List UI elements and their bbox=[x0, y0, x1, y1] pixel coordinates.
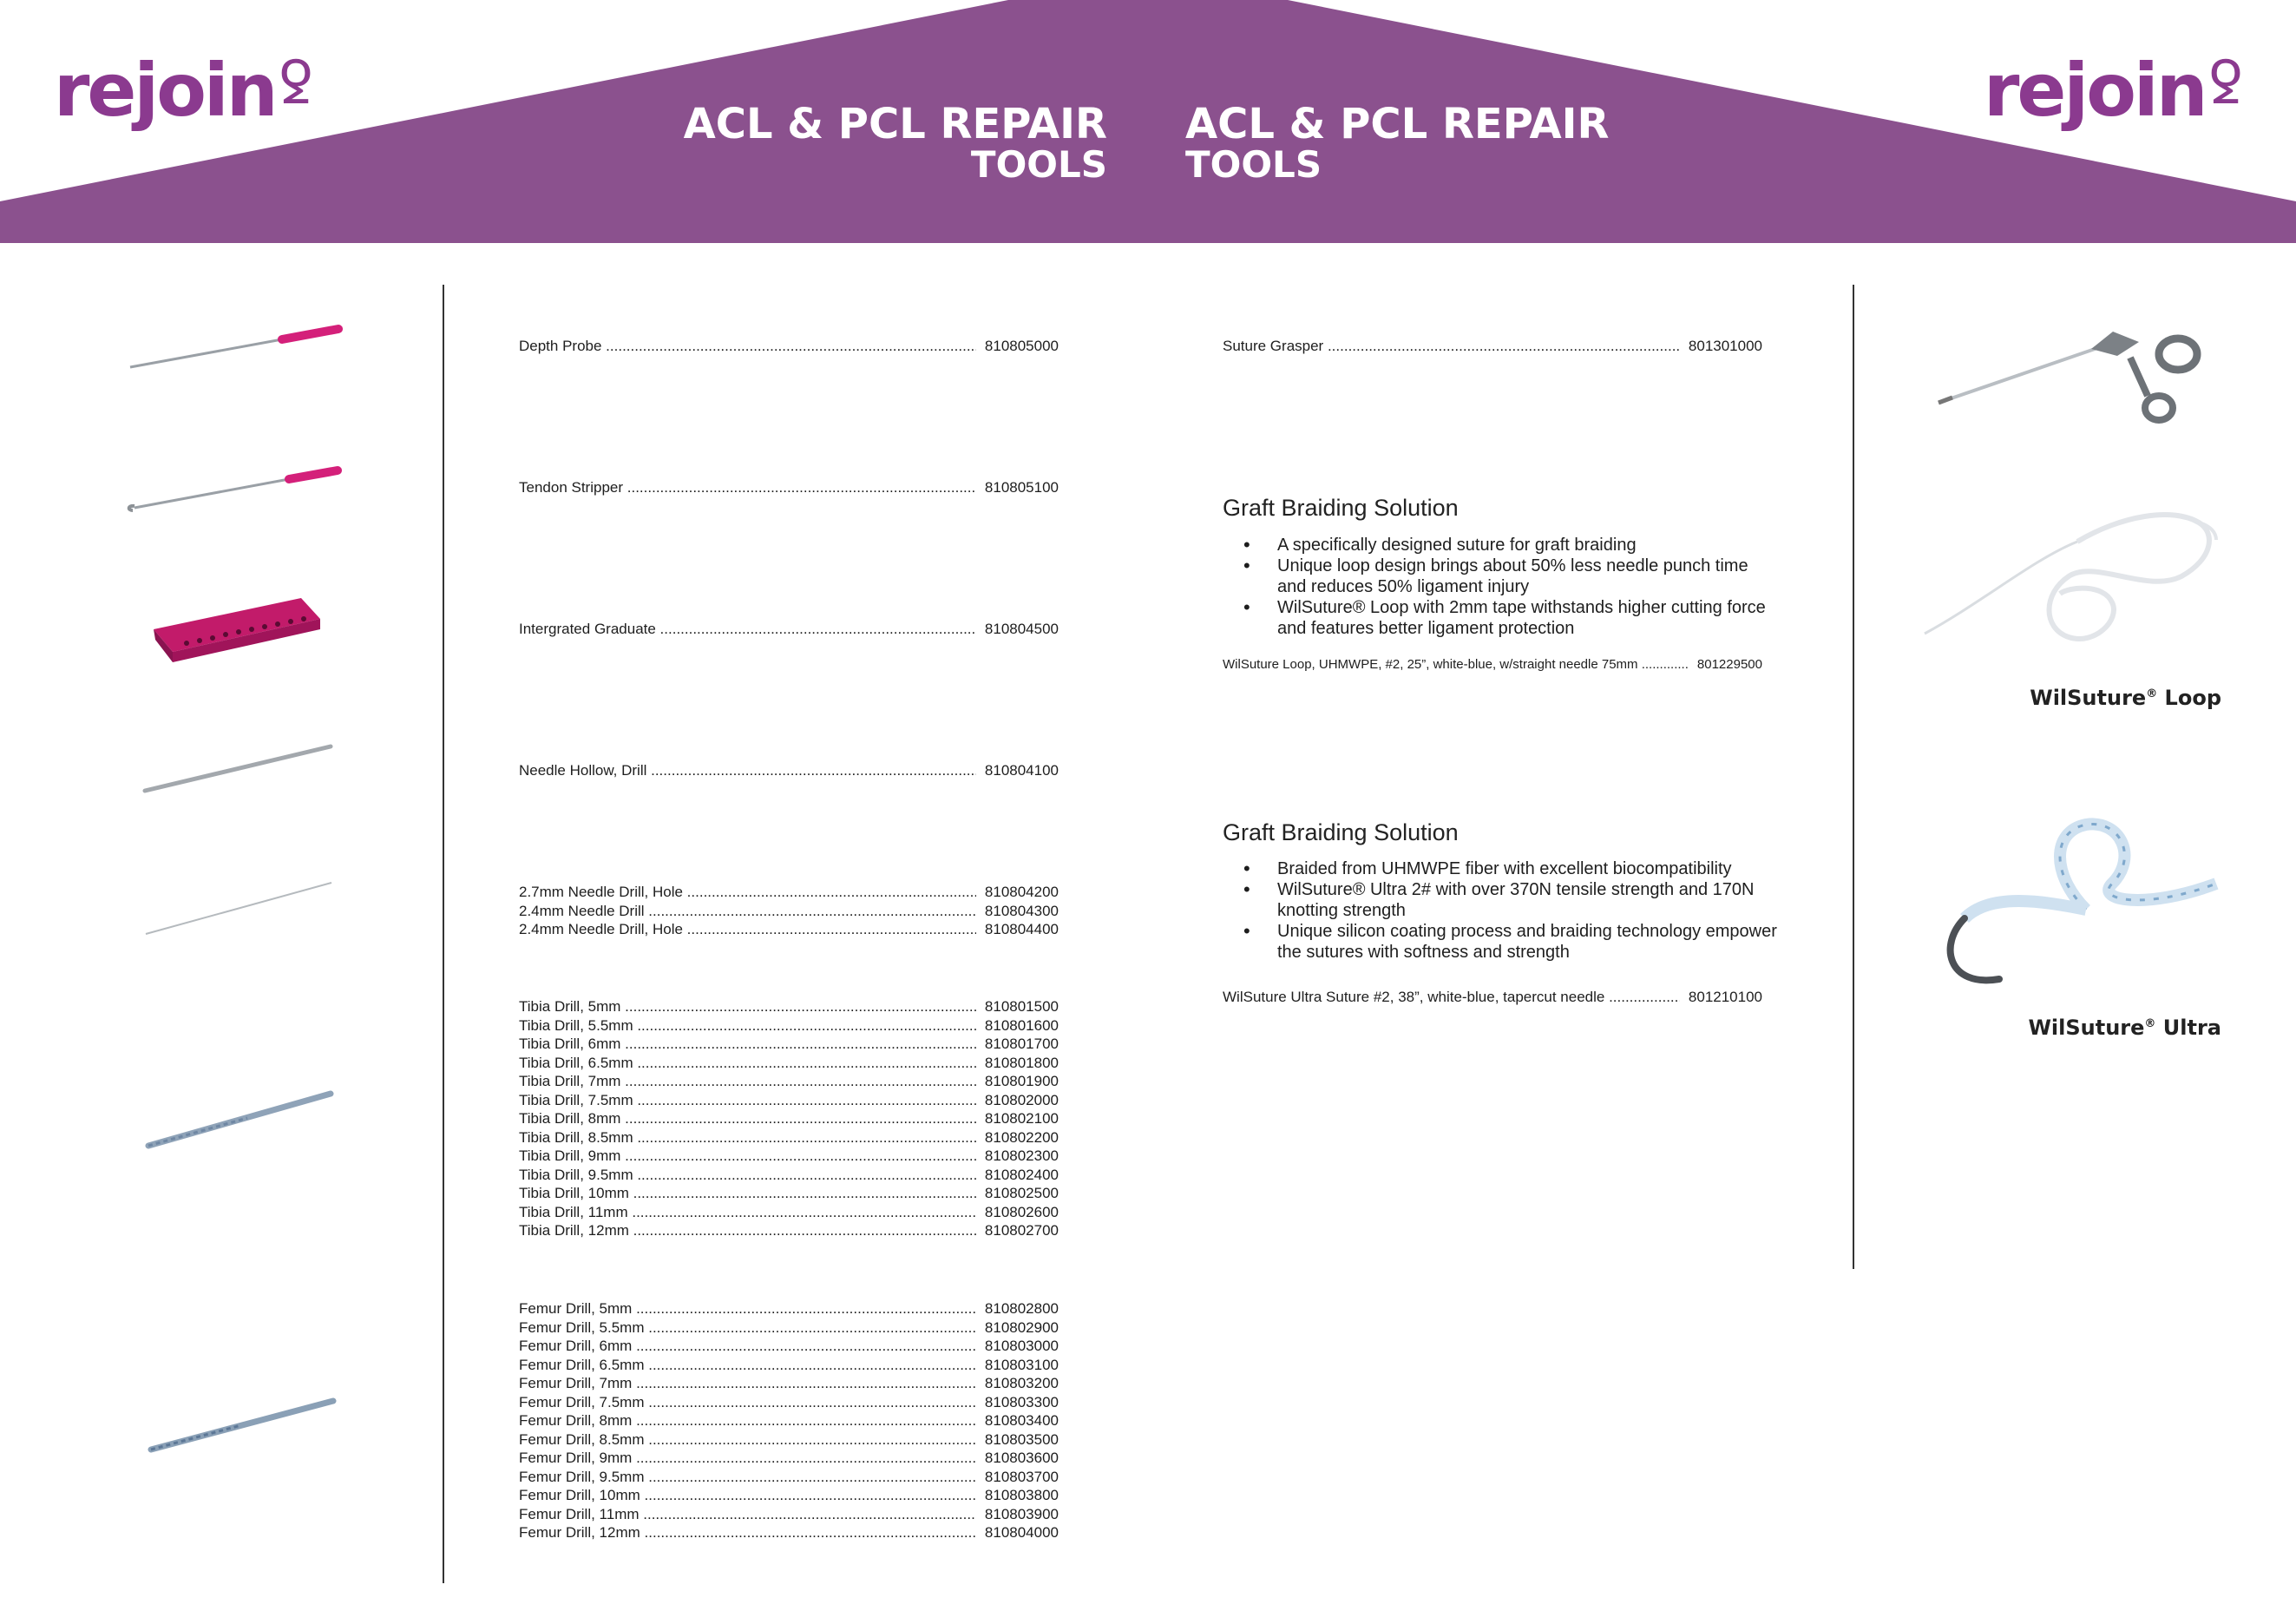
list-item: Tibia Drill, 7mm ..... 810801900 bbox=[519, 1072, 1059, 1091]
list-item: Tibia Drill, 10mm ..... 810802500 bbox=[519, 1184, 1059, 1203]
ultra-item-list bbox=[1223, 988, 1762, 1007]
brand-logo-right: rejoinꝿ bbox=[1984, 48, 2240, 133]
depth-probe-icon bbox=[126, 321, 343, 373]
tendon-stripper-icon bbox=[124, 460, 344, 517]
graduate-block-icon bbox=[152, 595, 325, 666]
list-item: 2.4mm Needle Drill, Hole ..... 810804400 bbox=[519, 920, 1059, 939]
suture-ultra-icon bbox=[1938, 814, 2225, 996]
needle-drill-list bbox=[519, 883, 1059, 939]
suture-grasper-icon bbox=[1935, 323, 2213, 432]
list-item: Femur Drill, 6.5mm ..... 810803100 bbox=[519, 1356, 1059, 1375]
list-item: Needle Hollow, Drill ..... 810804100 bbox=[519, 761, 1059, 780]
list-item: • Unique silicon coating process and braiding technology empower the sutures with softness and strength bbox=[1223, 921, 1778, 963]
list-item: • Braided from UHMWPE fiber with excellent biocompatibility bbox=[1223, 858, 1778, 879]
loop-feature-list bbox=[1223, 535, 1778, 639]
femur-drill-list bbox=[519, 1299, 1059, 1542]
loop-caption: WilSuture® Loop bbox=[2030, 686, 2221, 710]
tibia-drill-icon bbox=[143, 1087, 338, 1153]
header-banner bbox=[0, 0, 2296, 245]
list-item: Tibia Drill, 5mm ..... 810801500 bbox=[519, 997, 1059, 1016]
brand-logo-left: rejoinꝿ bbox=[54, 48, 311, 133]
list-item: Tibia Drill, 8mm ..... 810802100 bbox=[519, 1109, 1059, 1128]
depth-probe-list bbox=[519, 337, 1059, 356]
femur-drill-icon bbox=[146, 1394, 338, 1456]
loop-item-list bbox=[1223, 655, 1762, 674]
page-title-right: ACL & PCL REPAIR TOOLS bbox=[1185, 100, 1610, 187]
list-item: • A specifically designed suture for graft braiding bbox=[1223, 535, 1778, 556]
list-item: Tibia Drill, 6mm ..... 810801700 bbox=[519, 1035, 1059, 1054]
list-item: Suture Grasper ..... 801301000 bbox=[1223, 337, 1762, 356]
list-item: Femur Drill, 5mm ..... 810802800 bbox=[519, 1299, 1059, 1318]
suture-grasper-list bbox=[1223, 337, 1762, 356]
hollow-needle-icon bbox=[141, 742, 334, 796]
tibia-drill-list bbox=[519, 997, 1059, 1240]
divider-right bbox=[1853, 285, 1854, 1269]
brand-mark-icon: ꝿ bbox=[2208, 50, 2240, 117]
list-item: Femur Drill, 9mm ..... 810803600 bbox=[519, 1449, 1059, 1468]
list-item: Femur Drill, 5.5mm ..... 810802900 bbox=[519, 1318, 1059, 1338]
list-item: Femur Drill, 9.5mm ..... 810803700 bbox=[519, 1468, 1059, 1487]
list-item: • WilSuture® Ultra 2# with over 370N tensile strength and 170N knotting strength bbox=[1223, 879, 1778, 921]
list-item: Tibia Drill, 7.5mm ..... 810802000 bbox=[519, 1091, 1059, 1110]
graduate-list bbox=[519, 620, 1059, 639]
list-item: Femur Drill, 12mm ..... 810804000 bbox=[519, 1523, 1059, 1542]
list-item: Tibia Drill, 6.5mm ..... 810801800 bbox=[519, 1054, 1059, 1073]
list-item: Intergrated Graduate ..... 810804500 bbox=[519, 620, 1059, 639]
list-item: Tendon Stripper ..... 810805100 bbox=[519, 478, 1059, 497]
divider-left bbox=[443, 285, 444, 1583]
list-item: Tibia Drill, 11mm ..... 810802600 bbox=[519, 1203, 1059, 1222]
list-item: 2.7mm Needle Drill, Hole ..... 810804200 bbox=[519, 883, 1059, 902]
brand-mark-icon: ꝿ bbox=[279, 50, 311, 117]
list-item: 2.4mm Needle Drill ..... 810804300 bbox=[519, 902, 1059, 921]
list-item: Tibia Drill, 12mm ..... 810802700 bbox=[519, 1221, 1059, 1240]
list-item: • WilSuture® Loop with 2mm tape withstands higher cutting force and features better ligament protection bbox=[1223, 597, 1778, 639]
list-item: Depth Probe ..... 810805000 bbox=[519, 337, 1059, 356]
list-item: Tibia Drill, 5.5mm ..... 810801600 bbox=[519, 1016, 1059, 1036]
ultra-feature-list bbox=[1223, 858, 1778, 963]
list-item: Femur Drill, 11mm ..... 810803900 bbox=[519, 1505, 1059, 1524]
page-title-left: ACL & PCL REPAIR TOOLS bbox=[683, 100, 1107, 187]
list-item: Tibia Drill, 9mm ..... 810802300 bbox=[519, 1147, 1059, 1166]
list-item: Tibia Drill, 8.5mm ..... 810802200 bbox=[519, 1128, 1059, 1147]
list-item: Femur Drill, 8.5mm ..... 810803500 bbox=[519, 1430, 1059, 1450]
suture-loop-icon bbox=[1921, 507, 2225, 646]
ultra-caption: WilSuture® Ultra bbox=[2028, 1016, 2221, 1040]
needle-drill-icon bbox=[142, 878, 335, 939]
list-item: Tibia Drill, 9.5mm ..... 810802400 bbox=[519, 1166, 1059, 1185]
list-item: Femur Drill, 7mm ..... 810803200 bbox=[519, 1374, 1059, 1393]
list-item: WilSuture Loop, UHMWPE, #2, 25”, white-blue, w/straight needle 75mm ..... 801229500 bbox=[1223, 655, 1762, 674]
list-item: Femur Drill, 6mm ..... 810803000 bbox=[519, 1337, 1059, 1356]
needle-hollow-list bbox=[519, 761, 1059, 780]
loop-section-heading: Graft Braiding Solution bbox=[1223, 495, 1459, 521]
list-item: WilSuture Ultra Suture #2, 38”, white-blue, tapercut needle ..... 801210100 bbox=[1223, 988, 1762, 1007]
list-item: • Unique loop design brings about 50% less needle punch time and reduces 50% ligament injury bbox=[1223, 556, 1778, 597]
list-item: Femur Drill, 7.5mm ..... 810803300 bbox=[519, 1393, 1059, 1412]
list-item: Femur Drill, 10mm ..... 810803800 bbox=[519, 1486, 1059, 1505]
tendon-stripper-list bbox=[519, 478, 1059, 497]
ultra-section-heading: Graft Braiding Solution bbox=[1223, 819, 1459, 845]
list-item: Femur Drill, 8mm ..... 810803400 bbox=[519, 1411, 1059, 1430]
